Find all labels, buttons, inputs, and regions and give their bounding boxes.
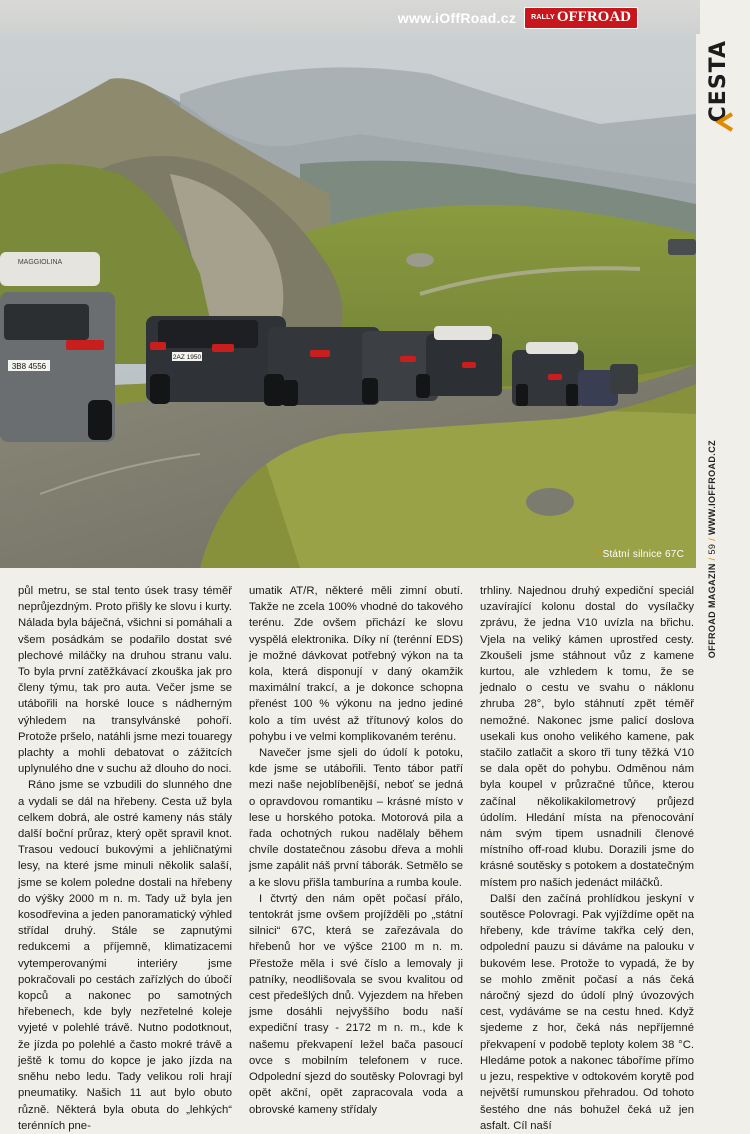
chevron-left-icon [714,112,736,132]
roofbox-label: MAGGIOLINA [17,259,63,266]
convoy-photo [0,34,696,568]
section-label: CESTA [706,40,731,123]
mountain-road-illustration [0,34,696,568]
page-header [0,0,700,34]
article-column-1 [18,583,232,1134]
side-folio: OFFROAD MAGAZIN / 59 / WWW.IOFFROAD.CZ [707,440,717,659]
site-url[interactable]: www.iOffRoad.cz [397,10,517,26]
article-column-3 [480,583,694,1134]
plate-2: 2AZ 1950 [172,354,202,361]
paragraph: Ráno jsme se vzbudili do slunného dne a vydali se dál na hřebeny. Cesta už byla celkem dobrá, ale ostré kameny nás stály další boční průraz, který opět spravil knot. Trasou vedoucí bukovými a jehličnatými lesy, na které jsme minuli několik salaší, jsme se kolem poledne dostali na hřebeny do výšky 2000 m n. m. Tady už byla jen kosodřevina a jeden panoramatický výhled střídal druhý. Stále se zapnutými redukcemi a příjemně, klimatizacemi vytemperovanými interiéry jsme pokračovali po cestách zařízlých do úbočí kopců a nakonec po samotných hřebenech, kde byly nezřetelné koleje vyjeté v polehlé trávě. Nutno podotknout, že jízda po polehlé a často mokré trávě a ještě k tomu do kopce je jako jízda na sněhu nebo ledu. Tady velikou roli hrají pneumatiky. Našich 11 aut bylo obuto různě. Některá byla obuta do „lehkých“ terénních pne- [18,779,232,1132]
paragraph: Další den začíná prohlídkou jeskyní v soutěsce Polovragi. Pak vyjíždíme opět na hřebeny, kde trávíme takřka celý den, odpolední pauzu si dáváme na palouku v bukovém lese. Protože to vypadá, že by se mohlo změnit počasí a nás čeká náročný sjezd do údolí plný úvozových cest, vydáváme se na cestu hned. Když sjedeme z hor, čeká nás nepříjemné překvapení v podobě teploty kolem 38 °C. Hledáme potok a nakonec táboříme přímo u jezu, respektive v odtokovém korytě pod největší rumunskou přehradou. Od tohoto šestého dne nás bohužel čeká už jen asfalt. Cíl naší [480,892,694,1132]
paragraph: půl metru, se stal tento úsek trasy téměř neprůjezdným. Proto přišly ke slovu i kurty. Nálada byla báječná, všichni si pomáhali a všem posádkám se podařilo dostat své plechové miláčky na druhou stranu valu. To byla první zatěžkávací zkouška jak pro členy týmu, tak pro auta. Večer jsme se utábořili na horské louce s nádherným výhledem na transylvánské pohoří. Protože pršelo, natáhli jsme mezi touaregy plachty a mohli debatovat o zážitcích uplynulého dne v suchu až dlouho do noci. [18,585,232,776]
paragraph: Navečer jsme sjeli do údolí k potoku, kde jsme se utábořili. Tento tábor patří mezi naše nejoblíbenější, neboť se jedná o opravdovou romantiku – krásné místo v lese u horského potoka. Motorová pila a řada ochotných rukou nadělaly během chvíle dostatečnou zásobu dřeva a mohli jsme zapálit náš první táborák. Setmělo se a ke slovu přišla tamburína a rumba koule. [249,747,463,889]
magazine-logo: RALLY OFFROAD [524,7,638,29]
paragraph: trhliny. Najednou druhý expediční speciál uzavírající kolonu dostal do vysílačky zprávu, že jedna V10 uvízla na břichu. Vjela na veliký kámen uprostřed cesty. Zkoušeli jsme stáhnout vůz z kamene kurtou, ale vzhledem k tomu, že se jednalo o cestu ve svahu o náklonu zhruba 28°, bylo stáhnutí zpět téměř nemožné. Nakonec jsme palicí doslova usekali kus onoho velikého kamene, pak stačilo zatlačit a skoro tři tuny těžká V10 se dala opět do pohybu. Odměnou nám byla koupel v průzračné tůňce, kterou začínal několikakilometrový průjezd údolím. Hledání místa na přenocování nám svým tipem usnadnili členové místního off-road klubu. Dorazili jsme do krásné soutěsky s potokem a dostatečným místem pro našich jedenáct miláčků. [480,585,694,889]
paragraph: I čtvrtý den nám opět počasí přálo, tentokrát jsme ovšem projížděli po „státní silnici“ 67C, která se zařezávala do hřebenů hor ve výšce 2100 m n. m. Přestože měla i své číslo a lemovaly ji patníky, neodlišovala se svou kvalitou od cest předešlých dnů. Vyjezdem na hřeben jsme dosáhli nejvyššího bodu naší expediční trasy - 2172 m n. m., kde k našemu překvapení ležel bača pasoucí ovce s mobilním telefonem v ruce. Odpolední sjezd do soutěsky Polovragi byl opět akční, opět zapracovala voda a obrovské kameny střídaly [249,892,463,1116]
photo-caption: / Státní silnice 67C [596,549,684,560]
article-column-2 [249,583,463,1118]
paragraph: umatik AT/R, některé měli zimní obutí. Takže ne zcela 100% vhodné do takového terénu. Zde ovšem přichází ke slovu vyspělá elektronika. Díky ní (terénní EDS) je možné dávkovat potřebný výkon na ta kola, která disponují v daný okamžik maximální trakcí, a je dokonce schopna přenést 100 % výkonu na jedno jediné kolo a tím uvést až třítunový kolos do pohybu i ve velmi komplikovaném terénu. [249,585,463,743]
plate-1: 3B8 4556 [11,362,47,371]
